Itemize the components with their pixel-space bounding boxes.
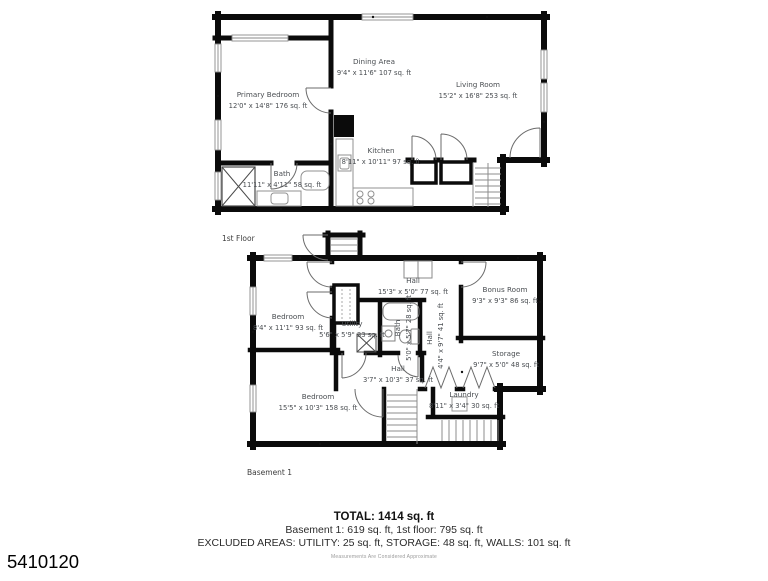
- room-label-dining-area: Dining Area: [352, 57, 396, 66]
- room-dims-bedroom-small: 8'4" x 11'1" 93 sq. ft: [252, 324, 324, 332]
- room-dims-living-room: 15'2" x 16'8" 253 sq. ft: [438, 92, 518, 100]
- room-label-bath-basement: Bath: [393, 319, 402, 337]
- room-label-primary-bedroom: Primary Bedroom: [236, 90, 300, 99]
- floor-label-1st: 1st Floor: [222, 234, 255, 243]
- bifold-doors: [425, 367, 495, 388]
- room-label-hall-small: Hall: [391, 364, 405, 373]
- room-label-bedroom-large: Bedroom: [301, 392, 335, 401]
- room-dims-kitchen: 8'11" x 10'11" 97 sq. ft: [341, 158, 421, 166]
- room-label-hall-vertical: Hall: [425, 331, 434, 345]
- area-summary: [0, 511, 768, 560]
- room-dims-bonus-room: 9'3" x 9'3" 86 sq. ft: [472, 297, 538, 305]
- room-label-kitchen: Kitchen: [367, 146, 395, 155]
- windows: [250, 255, 292, 412]
- room-label-hall-top: Hall: [406, 276, 420, 285]
- total-area-text: TOTAL: 1414 sq. ft: [333, 511, 435, 523]
- room-label-utility: Utility: [341, 319, 363, 328]
- stove-burner: [368, 191, 374, 197]
- excluded-areas-text: EXCLUDED AREAS: UTILITY: 25 sq. ft, STORAGE: 48 sq. ft, WALLS: 101 sq. ft: [197, 537, 571, 549]
- room-dims-storage: 9'7" x 5'0" 48 sq. ft: [473, 361, 539, 369]
- staircase: [473, 163, 501, 207]
- sink: [271, 193, 288, 204]
- room-dims-primary-bedroom: 12'0" x 14'8" 176 sq. ft: [228, 102, 308, 110]
- room-label-laundry: Laundry: [449, 390, 479, 399]
- bathtub: [383, 303, 419, 320]
- stove-burner: [357, 198, 363, 204]
- lower-stair-flight: [442, 420, 498, 441]
- room-label-bonus-room: Bonus Room: [482, 285, 528, 294]
- basement-staircase: [387, 389, 417, 444]
- floor-areas-text: Basement 1: 619 sq. ft, 1st floor: 795 sq. ft: [285, 524, 483, 536]
- listing-id: 5410120: [7, 551, 80, 572]
- room-dims-hall-top: 15'3" x 5'0" 77 sq. ft: [377, 288, 449, 296]
- floor-label-basement: Basement 1: [247, 468, 293, 477]
- room-label-storage: Storage: [491, 349, 521, 358]
- room-dims-hall-vertical: 4'4" x 9'7" 41 sq. ft: [437, 303, 445, 369]
- room-dims-utility: 5'6" x 5'9" 33 sq. ft: [319, 331, 385, 339]
- closet-box: [334, 285, 358, 323]
- room-label-living-room: Living Room: [455, 80, 501, 89]
- room-label-bath-1st: Bath: [273, 169, 291, 178]
- stove-burner: [357, 191, 363, 197]
- room-dims-bath-basement: 5'0" x 5'7" 28 sq. ft: [405, 295, 413, 361]
- disclaimer-text: Measurements Are Considered Approximate: [331, 554, 437, 560]
- basement-plan: [247, 233, 543, 477]
- room-dims-bedroom-large: 15'5" x 10'3" 158 sq. ft: [278, 404, 358, 412]
- stair-shaft-treads: [331, 239, 357, 251]
- room-dims-hall-small: 3'7" x 10'3" 37 sq. ft: [362, 376, 434, 384]
- room-dims-bath-1st: 11'11" x 4'11" 58 sq. ft: [242, 181, 322, 189]
- stove-burner: [368, 198, 374, 204]
- first-floor-plan: [215, 14, 547, 243]
- closet-box: [441, 162, 471, 183]
- room-dims-laundry: 8'11" x 3'4" 30 sq. ft: [428, 402, 500, 410]
- room-dims-dining-area: 9'4" x 11'6" 107 sq. ft: [336, 69, 412, 77]
- room-label-bedroom-small: Bedroom: [271, 312, 305, 321]
- chimney: [334, 115, 354, 137]
- sink-basin: [385, 330, 392, 337]
